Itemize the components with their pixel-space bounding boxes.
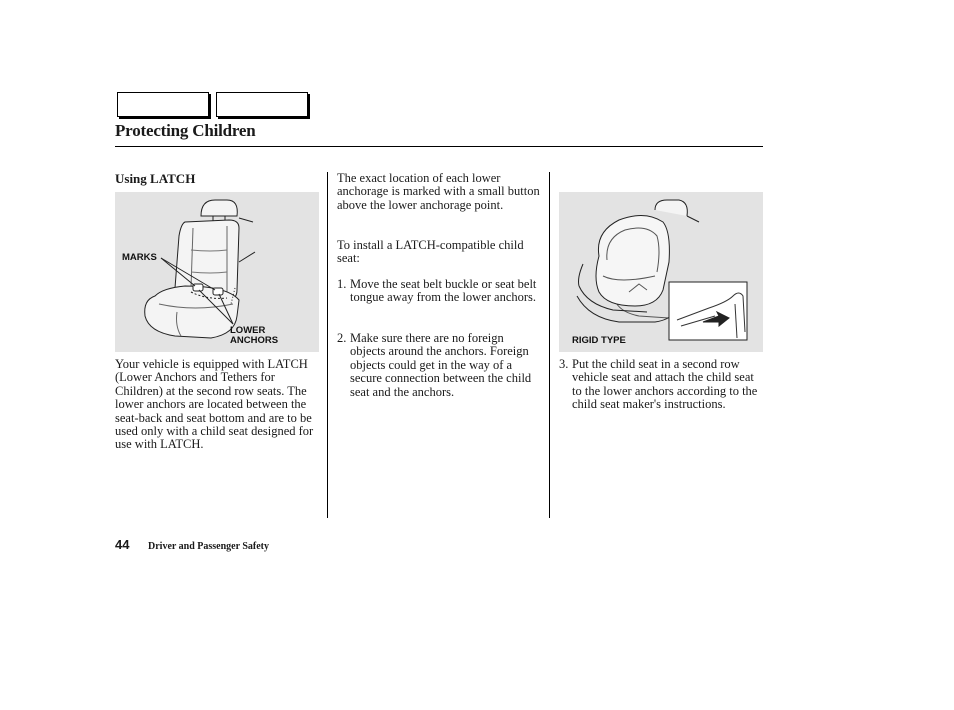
rigid-child-seat-illustration — [559, 192, 763, 352]
lower-label: LOWER — [230, 325, 266, 336]
seat-anchor-drawing — [115, 192, 319, 352]
step-text: Make sure there are no foreign objects around the anchors. Foreign objects could get in the way of a secure connection between the child seat and the anchors. — [350, 331, 532, 399]
header-tab-box-left — [117, 92, 209, 117]
marks-label: MARKS — [122, 252, 157, 263]
header-tab-box-right — [216, 92, 308, 117]
step-number: 3. — [559, 357, 569, 371]
step-text: Put the child seat in a second row vehicle seat and attach the child seat to the lower anchors according to the child seat maker's instructions. — [572, 357, 758, 412]
seat-anchor-illustration — [115, 192, 319, 352]
anchors-label: ANCHORS — [230, 335, 279, 346]
anchor-location-text: The exact location of each lower anchorage is marked with a small button above the lower anchorage point. — [337, 171, 540, 212]
child-seat-drawing — [559, 192, 763, 352]
latch-description: Your vehicle is equipped with LATCH (Lower Anchors and Tethers for Children) at the second row seats. The lower anchors are located between the seat-back and seat bottom and are to be used only with a child seat designed for use with LATCH. — [115, 357, 314, 452]
step-text: Move the seat belt buckle or seat belt tongue away from the lower anchors. — [350, 277, 537, 305]
column-divider-1 — [327, 172, 328, 518]
section-heading: Using LATCH — [115, 171, 196, 186]
install-intro-text: To install a LATCH-compatible child seat: — [337, 238, 524, 266]
rigid-type-label: RIGID TYPE — [572, 335, 626, 346]
page-title: Protecting Children — [115, 121, 256, 140]
step-number: 1. — [337, 277, 347, 291]
footer-section-name: Driver and Passenger Safety — [148, 541, 270, 552]
title-rule — [115, 146, 763, 147]
step-number: 2. — [337, 331, 347, 345]
page-number: 44 — [115, 537, 130, 552]
column-divider-2 — [549, 172, 550, 518]
